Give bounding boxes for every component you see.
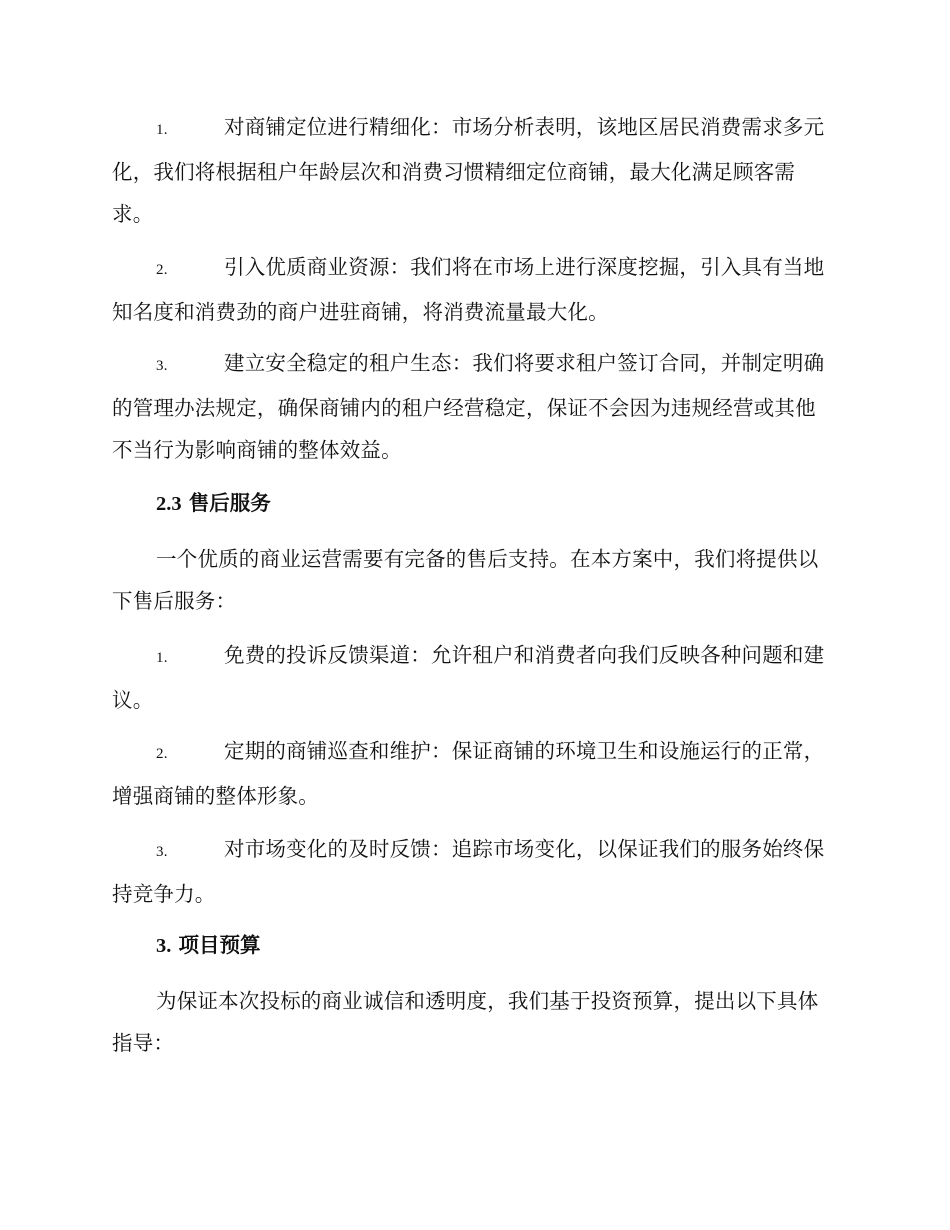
list-text: 免费的投诉反馈渠道：允许租户和消费者向我们反映各种问题和建议。 (112, 643, 825, 712)
list-number: 3. (156, 358, 168, 374)
list-text: 建立安全稳定的租户生态：我们将要求租户签订合同，并制定明确的管理办法规定，确保商铺内的租户经营稳定，保证不会因为违规经营或其他不当行为影响商铺的整体效益。 (112, 351, 825, 462)
heading-text: 项目预算 (178, 933, 261, 957)
list-text: 对市场变化的及时反馈：追踪市场变化，以保证我们的服务始终保持竞争力。 (112, 837, 825, 906)
list-number: 2. (156, 262, 168, 278)
list-item (112, 106, 834, 235)
paragraph-text: 一个优质的商业运营需要有完备的售后支持。在本方案中，我们将提供以下售后服务： (112, 547, 819, 613)
heading-text: 售后服务 (188, 491, 271, 515)
heading-number: 3. (156, 935, 172, 957)
paragraph-text: 为保证本次投标的商业诚信和透明度，我们基于投资预算，提出以下具体指导： (112, 989, 819, 1055)
list-item (112, 828, 834, 915)
list-number: 2. (156, 746, 168, 762)
list-item (112, 246, 834, 333)
list-text: 引入优质商业资源：我们将在市场上进行深度挖掘，引入具有当地知名度和消费劲的商户进驻商铺，将消费流量最大化。 (112, 255, 825, 324)
list-text: 定期的商铺巡查和维护：保证商铺的环境卫生和设施运行的正常，增强商铺的整体形象。 (112, 739, 825, 808)
list-item (112, 342, 834, 471)
section-heading (156, 924, 261, 967)
paragraph (112, 980, 834, 1064)
paragraph (112, 538, 834, 622)
list-number: 1. (156, 122, 168, 138)
list-number: 3. (156, 844, 168, 860)
list-item (112, 730, 834, 817)
list-item (112, 634, 834, 721)
section-heading (156, 482, 271, 525)
heading-number: 2.3 (156, 493, 182, 515)
list-number: 1. (156, 650, 168, 666)
list-text: 对商铺定位进行精细化：市场分析表明，该地区居民消费需求多元化，我们将根据租户年龄层次和消费习惯精细定位商铺，最大化满足顾客需求。 (112, 115, 825, 226)
